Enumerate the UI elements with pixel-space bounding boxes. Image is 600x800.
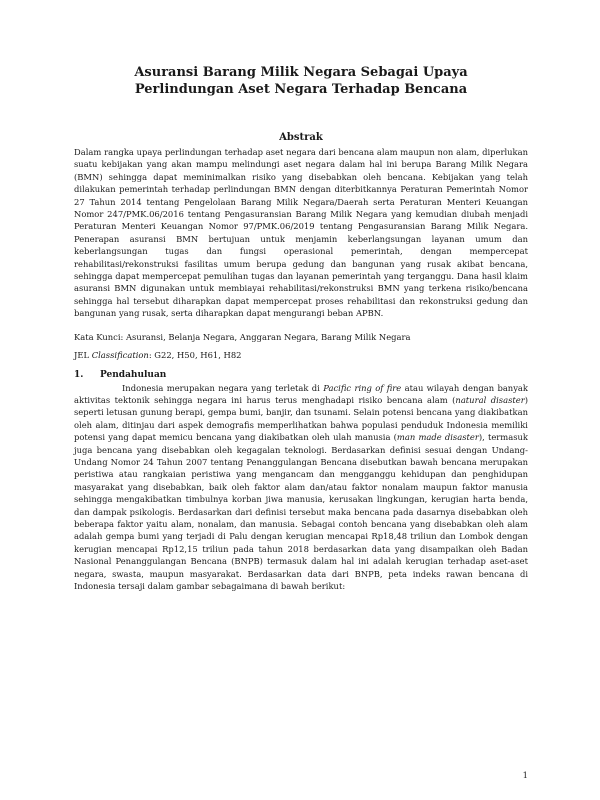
jel-label: JEL — [74, 350, 90, 361]
intro-text-4: ), termasuk juga bencana yang disebabkan oleh kegagalan teknologi. Berdasarkan definisi sesuai dengan Undang-Undang Nomor 24 Tahun 2007 tentang Penanggulangan Bencana disebutkan bawah bencana merupakan peristiwa atau rangkaian peristiwa yang mengancam dan mengganggu kehidupan dan penghidupan masyarakat yang disebabkan, baik oleh faktor alam dan/atau faktor nonalam maupun faktor manusia sehingga mengakibatkan timbulnya korban jiwa manusia, kerusakan lingkungan, kerugian harta benda, dan dampak psikologis. Berdasarkan dari definisi tersebut maka bencana pada dasarnya disebabkan oleh beberapa faktor yaitu alam, nonalam, dan manusia. Sebagai contoh bencana yang disebabkan oleh alam adalah gempa bumi yang terjadi di Palu dengan kerugian mencapai Rp18,48 triliun dan Lombok dengan kerugian mencapai Rp12,15 triliun pada tahun 2018 berdasarkan data yang disampaikan oleh Badan Nasional Penanggulangan Bencana (BNPB) termasuk dalam hal ini adalah kerugian terhadap aset-aset negara, swasta, maupun masyarakat. Berdasarkan data dari BNPB, peta indeks rawan bencana di Indonesia tersaji dalam gambar sebagaimana di bawah berikut: — [74, 432, 529, 591]
paper-title: Asuransi Barang Milik Negara Sebagai Upaya Perlindungan Aset Negara Terhadap Bencana — [134, 65, 468, 97]
abstract-heading: Abstrak — [279, 132, 323, 143]
introduction-paragraph — [74, 382, 528, 593]
intro-text-3: ) seperti letusan gunung berapi, gempa bumi, banjir, dan tsunami. Selain potensi bencana yang diakibatkan oleh alam, ditinjau dari aspek demografis memperlihatkan bahwa populasi penduduk Indonesia memiliki potensi yang dapat memicu bencana yang diakibatkan oleh ulah manusia ( — [74, 394, 528, 443]
section-title: Pendahuluan — [100, 369, 167, 380]
jel-classification — [74, 349, 528, 361]
section-heading-introduction — [74, 370, 528, 380]
intro-text-1: Indonesia merupakan negara yang terletak di — [122, 382, 324, 393]
page-number: 1 — [522, 770, 528, 780]
intro-italic-1: Pacific ring of fire — [323, 382, 402, 393]
abstract-body: Dalam rangka upaya perlindungan terhadap aset negara dari bencana alam maupun non alam, diperlukan suatu kebijakan yang akan mampu melindungi aset negara dalam hal ini berupa Barang Milik Negara (BMN) sehingga dapat meminimalkan risiko yang disebabkan oleh bencana. Kebijakan yang telah dilakukan pemerintah terhadap perlindungan BMN dengan diterbitkannya Peraturan Pemerintah Nomor 27 Tahun 2014 tentang Pengelolaan Barang Milik Negara/Daerah serta Peraturan Menteri Keuangan Nomor 247/PMK.06/2016 tentang Pengasuransian Barang Milik Negara yang kemudian diubah menjadi Peraturan Menteri Keuangan Nomor 97/PMK.06/2019 tentang Pengasuransian Barang Milik Negara. Penerapan asuransi BMN bertujuan untuk menjamin keberlangsungan layanan umum dan keberlangsungan tugas dan fungsi operasional pemerintah, dengan mempercepat rehabilitasi/rekonstruksi fasilitas umum berupa gedung dan bangunan yang rusak akibat bencana, sehingga dapat mempercepat pemulihan tugas dan layanan pemerintah yang terganggu. Dana hasil klaim asuransi BMN digunakan untuk membiayai rehabilitasi/rekonstruksi BMN yang terkena risiko/bencana sehingga hal tersebut diharapkan dapat mempercepat proses rehabilitasi dan rekonstruksi gedung dan bangunan yang rusak, serta diharapkan dapat mengurangi beban APBN. — [74, 147, 528, 319]
keywords: Kata Kunci: Asuransi, Belanja Negara, Anggaran Negara, Barang Milik Negara — [74, 331, 411, 342]
intro-italic-3: man made disaster — [396, 432, 479, 443]
jel-codes: : G22, H50, H61, H82 — [148, 350, 242, 361]
jel-label-italic: Classification — [91, 350, 149, 361]
intro-italic-2: natural disaster — [455, 394, 525, 405]
intro-text-2: atau wilayah dengan banyak aktivitas tektonik sehingga negara ini harus terus menghadapi risiko bencana alam ( — [74, 382, 528, 405]
section-number: 1. — [74, 369, 84, 380]
